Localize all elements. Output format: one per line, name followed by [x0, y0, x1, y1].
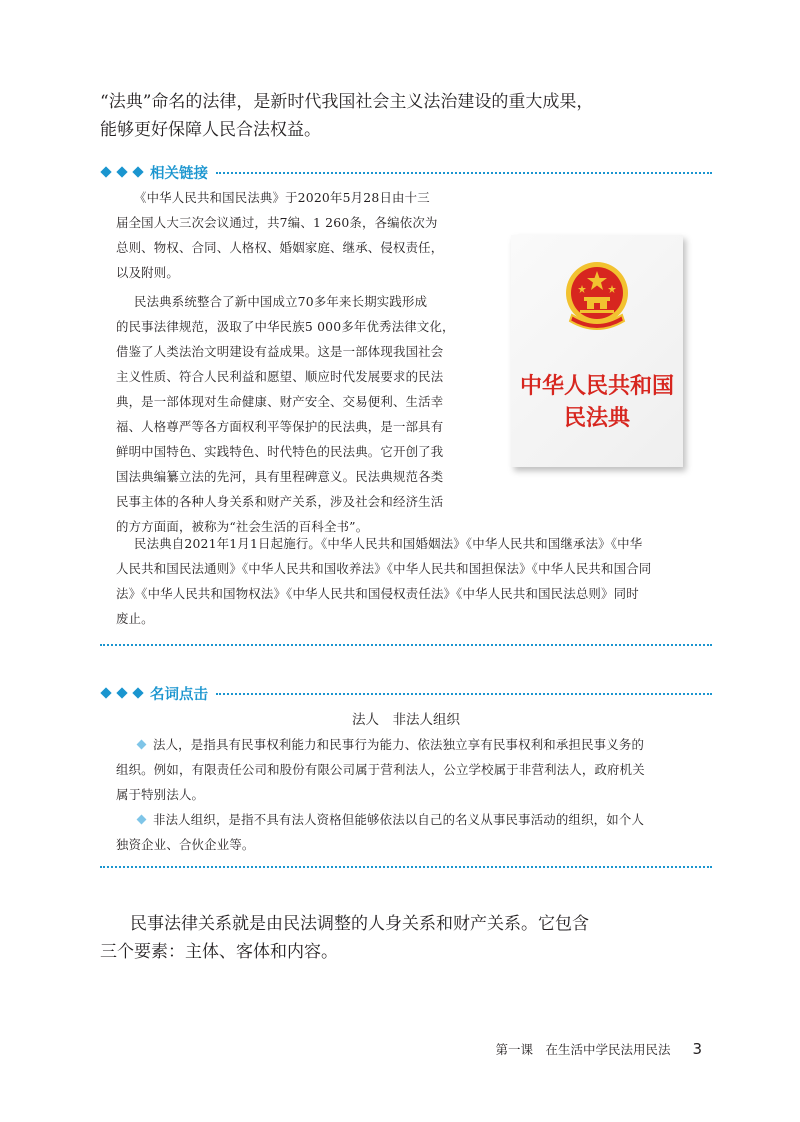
related-box-bottom-divider	[100, 644, 712, 646]
book-title-line-2: 民法典	[563, 406, 630, 431]
page-number: 3	[692, 1040, 702, 1058]
diamond-bullet-icon	[137, 815, 147, 825]
dotted-divider	[216, 172, 712, 174]
dotted-divider	[216, 693, 712, 695]
diamond-bullets-icon	[100, 168, 144, 176]
diamond-bullets-icon	[100, 689, 144, 697]
diamond-bullet-icon	[137, 740, 147, 750]
related-link-title: 相关链接	[150, 165, 208, 182]
intro-line-1: “法典”命名的法律，是新时代我国社会主义法治建设的重大成果，	[100, 92, 594, 112]
terms-title: 名词点击	[150, 686, 208, 703]
civil-code-book-cover	[511, 235, 683, 467]
national-emblem-icon	[562, 259, 632, 333]
chapter-title: 第一课 在生活中学民法用民法	[495, 1042, 671, 1057]
book-title-line-1: 中华人民共和国	[519, 374, 674, 399]
page-footer	[490, 1040, 702, 1058]
intro-line-2: 能够更好保障人民合法权益。	[100, 120, 321, 140]
related-link-header	[100, 162, 712, 182]
closing-line-2: 三个要素：主体、客体和内容。	[100, 942, 338, 962]
terms-box-bottom-divider	[100, 866, 712, 868]
terms-header	[100, 683, 712, 703]
terms-subtitle: 法人 非法人组织	[352, 712, 460, 728]
closing-line-1: 民事法律关系就是由民法调整的人身关系和财产关系。它包含	[130, 914, 589, 934]
